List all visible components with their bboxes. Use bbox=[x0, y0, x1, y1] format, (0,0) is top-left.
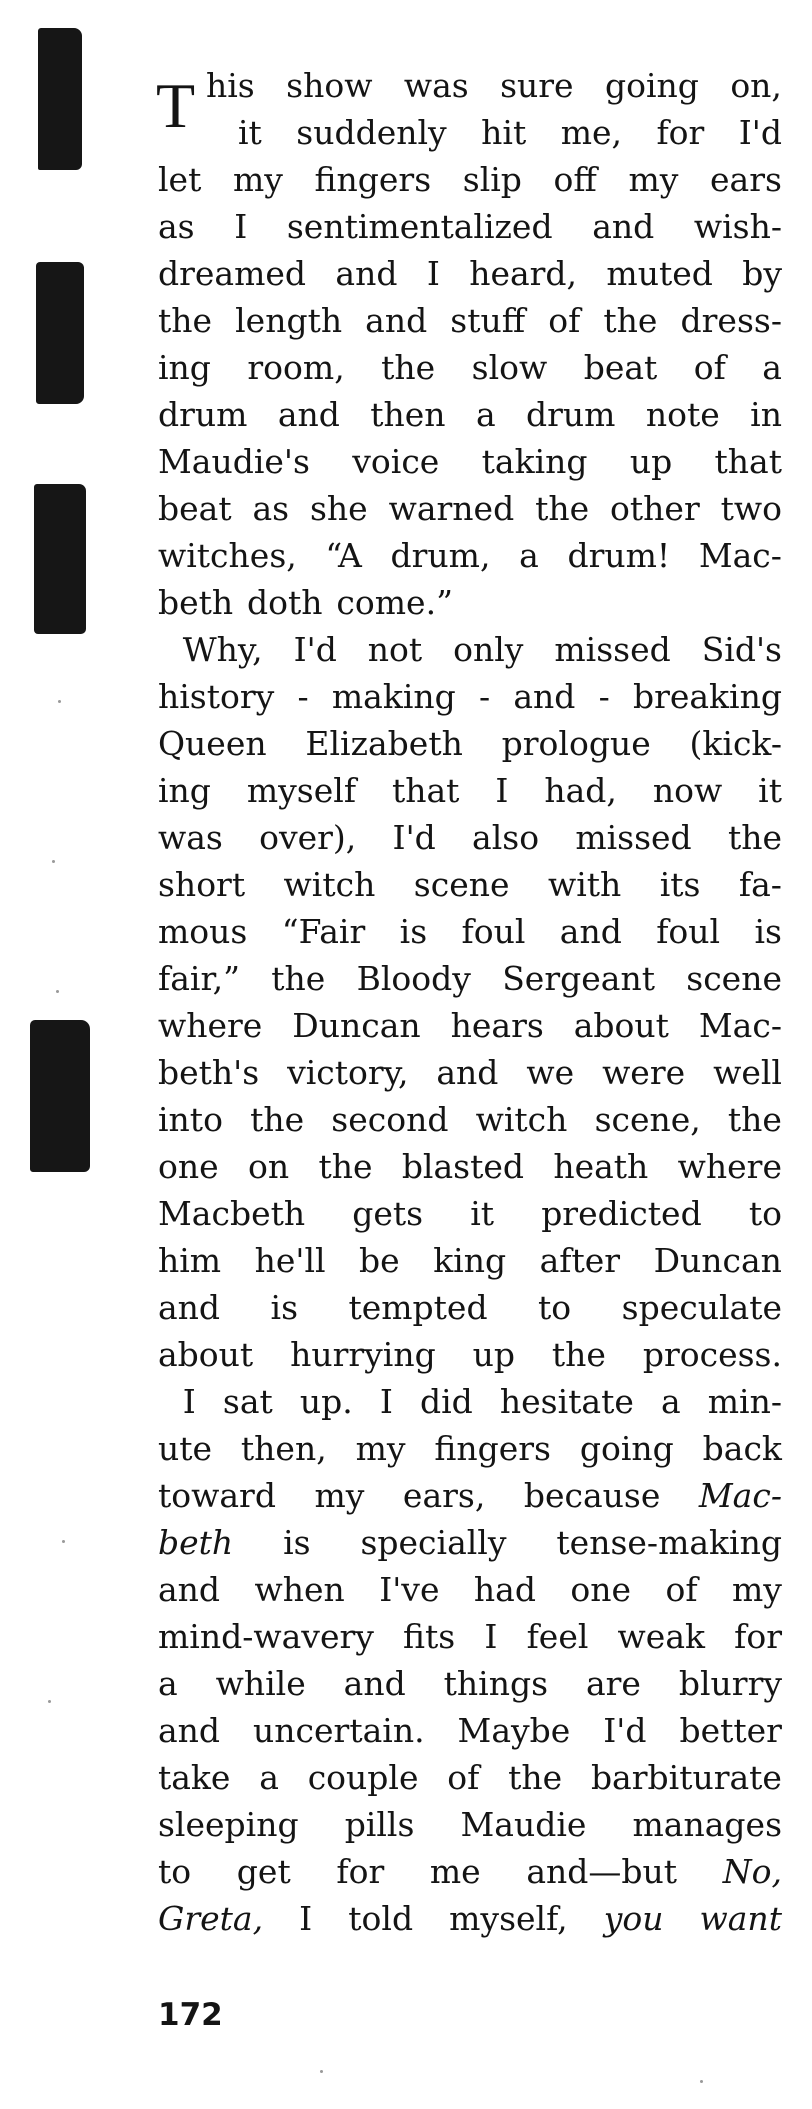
text-line: one on the blasted heath where bbox=[158, 1147, 782, 1186]
text-line: it suddenly hit me, for I'd bbox=[238, 113, 782, 152]
text-line: was over), I'd also missed the bbox=[158, 818, 782, 857]
paper-speck bbox=[48, 1700, 51, 1703]
text-line: T his show was sure going on, bbox=[156, 66, 782, 141]
text-line: a while and things are blurry bbox=[158, 1664, 782, 1703]
text-line: witches, “A drum, a drum! Mac- bbox=[158, 536, 782, 575]
paper-speck bbox=[52, 860, 55, 863]
text-line: history - making - and - breaking bbox=[158, 677, 782, 716]
text-line: let my fingers slip off my ears bbox=[158, 160, 782, 199]
text-line: ing myself that I had, now it bbox=[158, 771, 782, 810]
text-line: mind-wavery fits I feel weak for bbox=[158, 1617, 782, 1656]
text-line: Why, I'd not only missed Sid's bbox=[182, 630, 782, 669]
text-line: where Duncan hears about Mac- bbox=[158, 1006, 782, 1045]
text-line: beth doth come.” bbox=[158, 583, 453, 622]
paper-speck bbox=[56, 990, 59, 993]
text-line: about hurrying up the process. bbox=[158, 1335, 782, 1374]
text-line: beat as she warned the other two bbox=[158, 489, 782, 528]
margin-ink-mark bbox=[30, 1020, 90, 1172]
text-line: to get for me and—but No, bbox=[158, 1852, 782, 1891]
text-line: sleeping pills Maudie manages bbox=[158, 1805, 782, 1844]
text-line: mous “Fair is foul and foul is bbox=[158, 912, 782, 951]
text-line: dreamed and I heard, muted by bbox=[158, 254, 782, 293]
text-line: drum and then a drum note in bbox=[158, 395, 782, 434]
text-line: beth is specially tense-making bbox=[158, 1523, 782, 1562]
paper-speck bbox=[62, 1540, 65, 1543]
paper-speck bbox=[58, 700, 61, 703]
text-line: Macbeth gets it predicted to bbox=[158, 1194, 782, 1233]
paper-speck bbox=[700, 2080, 703, 2083]
page-number: 172 bbox=[158, 1997, 223, 2033]
text-line: short witch scene with its fa- bbox=[158, 865, 782, 904]
text-line: as I sentimentalized and wish- bbox=[158, 207, 782, 246]
margin-ink-mark bbox=[34, 484, 86, 634]
drop-cap: T bbox=[156, 70, 196, 141]
text-line: take a couple of the barbiturate bbox=[158, 1758, 782, 1797]
text-line: and uncertain. Maybe I'd better bbox=[158, 1711, 782, 1750]
margin-ink-mark bbox=[38, 28, 82, 170]
text-line: and is tempted to speculate bbox=[158, 1288, 782, 1327]
text-line: the length and stuff of the dress- bbox=[158, 301, 782, 340]
text-line: I sat up. I did hesitate a min- bbox=[182, 1382, 782, 1421]
text-line: ing room, the slow beat of a bbox=[158, 348, 782, 387]
text-line: into the second witch scene, the bbox=[158, 1100, 782, 1139]
text-line: and when I've had one of my bbox=[158, 1570, 782, 1609]
text-line: beth's victory, and we were well bbox=[158, 1053, 782, 1092]
text-line: Greta, I told myself, you want bbox=[158, 1899, 782, 1938]
text-line: fair,” the Bloody Sergeant scene bbox=[158, 959, 782, 998]
text-line: Queen Elizabeth prologue (kick- bbox=[158, 724, 782, 763]
paper-speck bbox=[320, 2070, 323, 2073]
text-line: Maudie's voice taking up that bbox=[158, 442, 782, 481]
text-line: toward my ears, because Mac- bbox=[158, 1476, 782, 1515]
text-line: ute then, my fingers going back bbox=[158, 1429, 782, 1468]
text-column bbox=[158, 62, 782, 1942]
margin-ink-mark bbox=[36, 262, 84, 404]
text-line: him he'll be king after Duncan bbox=[158, 1241, 782, 1280]
